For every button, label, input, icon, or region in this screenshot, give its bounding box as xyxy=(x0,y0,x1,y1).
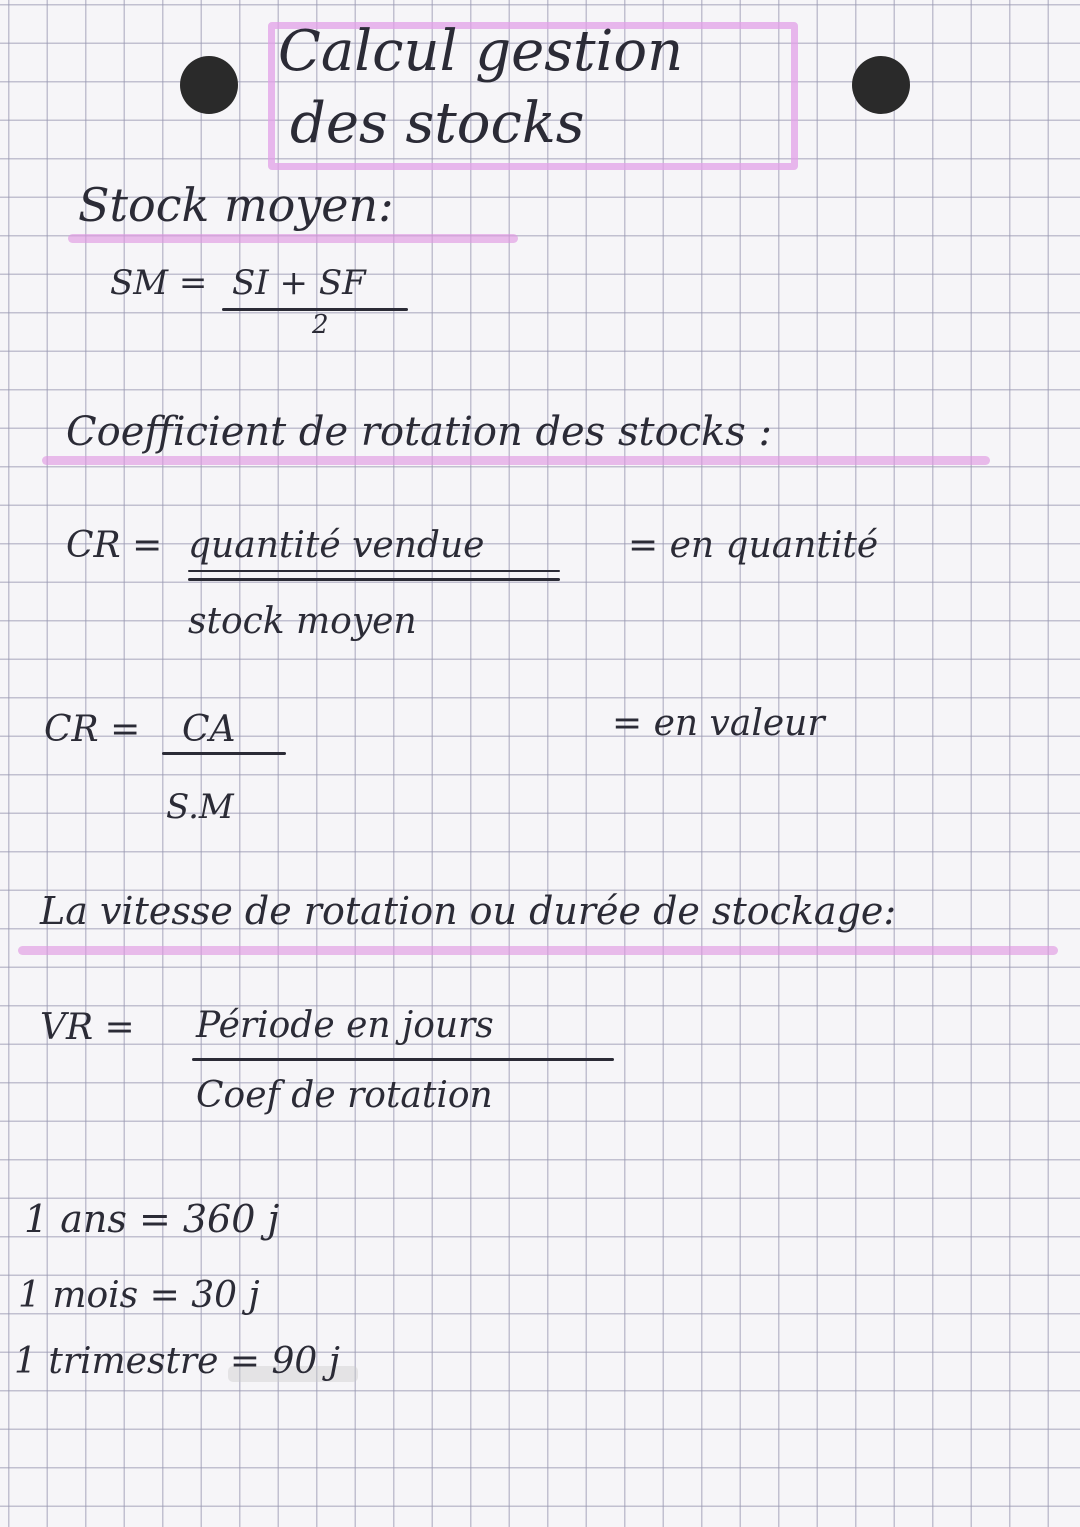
coef-rotation-highlight xyxy=(42,456,990,465)
sm-denominator: 2 xyxy=(312,310,329,340)
cr-value-fraction-bar xyxy=(162,752,286,755)
vr-fraction-bar xyxy=(192,1058,614,1061)
sm-numerator: SI + SF xyxy=(232,263,366,303)
punch-hole-right xyxy=(852,56,910,114)
vr-denominator: Coef de rotation xyxy=(196,1075,493,1116)
coef-rotation-heading: Coefficient de rotation des stocks : xyxy=(66,409,773,455)
cr-qty-numerator: quantité vendue xyxy=(188,525,485,566)
duration-quarter: 1 trimestre = 90 j xyxy=(14,1341,340,1382)
vitesse-rotation-highlight xyxy=(18,946,1058,955)
cr-value-numerator: CA xyxy=(182,709,236,750)
title-line-1: Calcul gestion xyxy=(278,19,684,84)
cr-qty-note: = en quantité xyxy=(628,525,879,566)
punch-hole-left xyxy=(180,56,238,114)
duration-year: 1 ans = 360 j xyxy=(24,1197,280,1241)
sm-lhs: SM = xyxy=(110,263,208,303)
vr-lhs: VR = xyxy=(40,1007,135,1048)
vr-numerator: Période en jours xyxy=(196,1005,494,1046)
title-line-2: des stocks xyxy=(290,91,585,156)
cr-value-lhs: CR = xyxy=(44,709,141,750)
cr-qty-lhs: CR = xyxy=(66,525,163,566)
cr-qty-denominator: stock moyen xyxy=(188,601,417,642)
vitesse-rotation-heading: La vitesse de rotation ou durée de stockage: xyxy=(40,889,897,933)
cr-qty-fraction-bar xyxy=(188,578,560,581)
stock-moyen-heading: Stock moyen: xyxy=(78,178,394,232)
cr-value-note: = en valeur xyxy=(612,703,825,744)
cr-qty-underline xyxy=(188,570,560,572)
duration-month: 1 mois = 30 j xyxy=(18,1275,260,1316)
stock-moyen-highlight xyxy=(68,234,518,243)
cr-value-denominator: S.M xyxy=(166,787,234,827)
